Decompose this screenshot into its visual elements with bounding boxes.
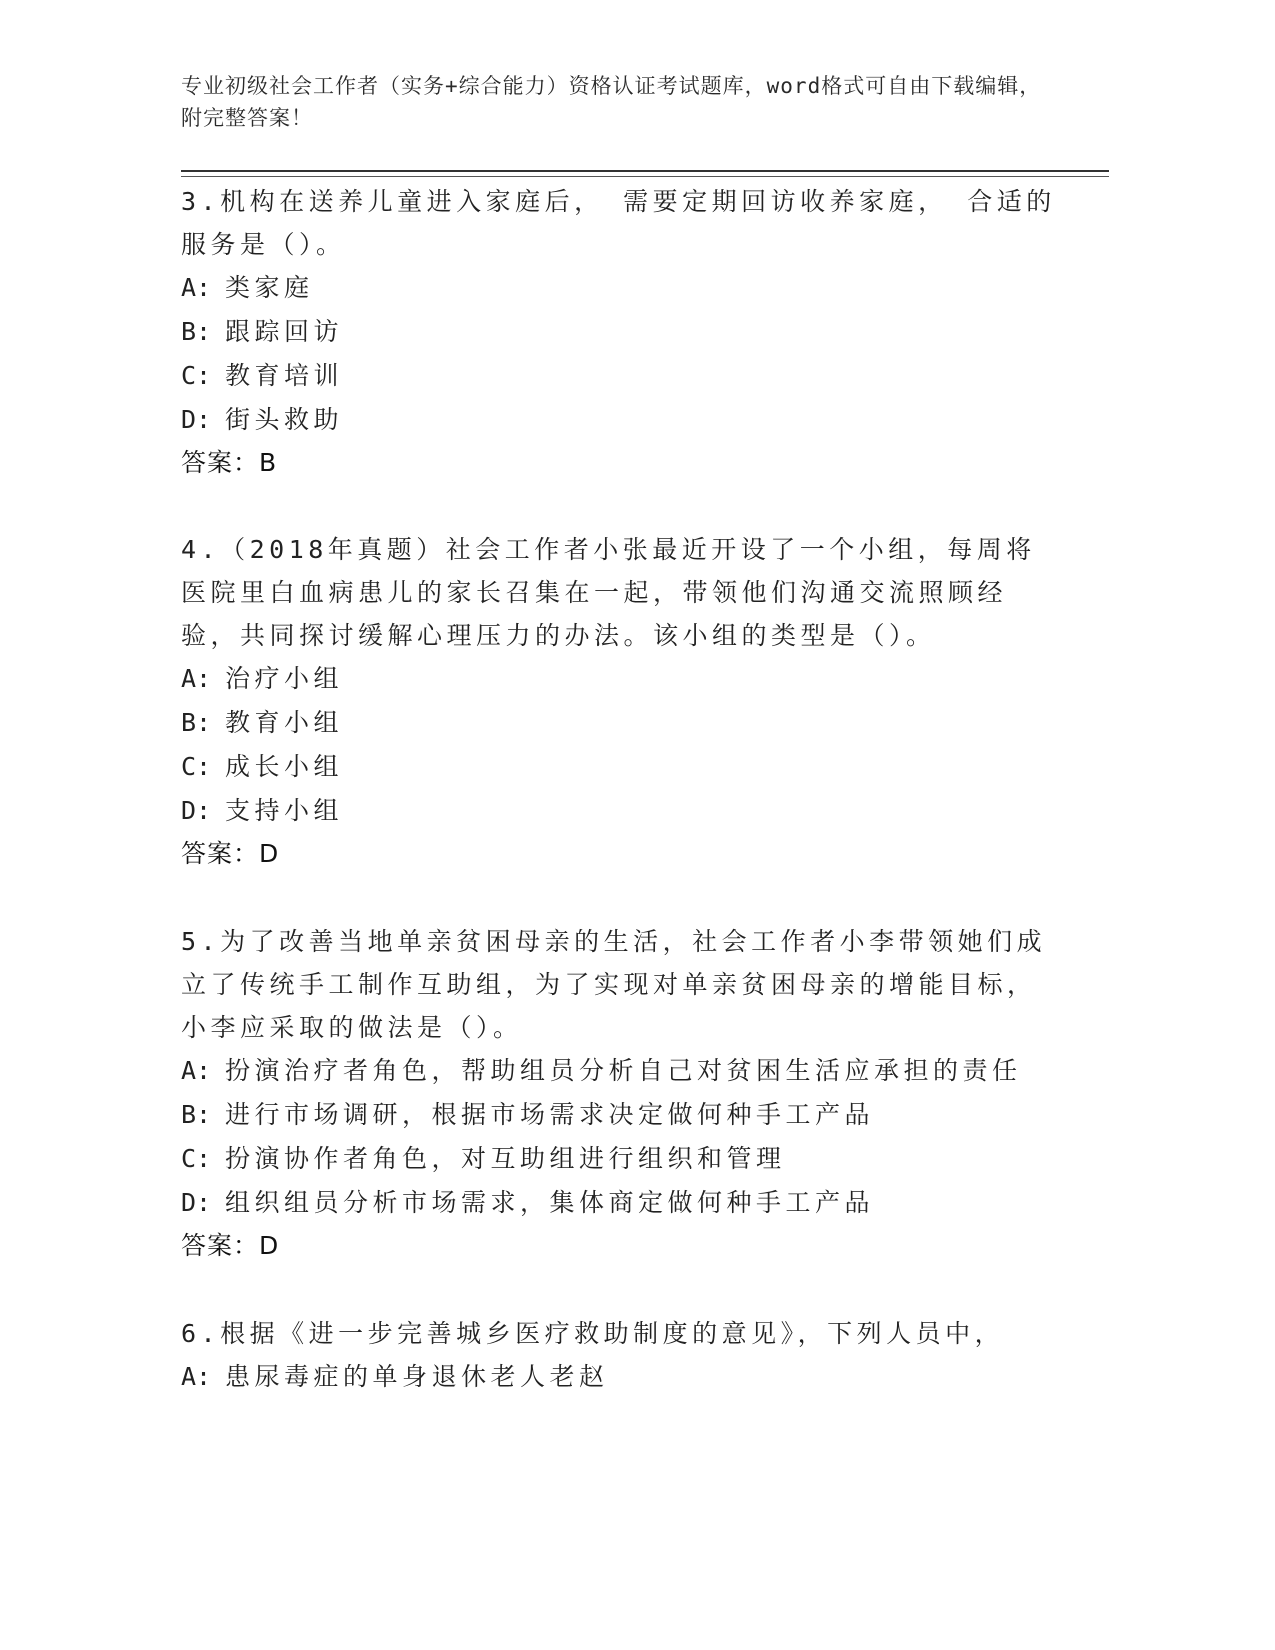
- question-block: [181, 180, 1061, 484]
- option-label: C:: [181, 752, 212, 781]
- question-block: [181, 920, 1061, 1267]
- option-b: [181, 1093, 1061, 1137]
- option-c: [181, 1137, 1061, 1181]
- answer-line: 答案：D: [181, 839, 280, 868]
- document-header: 专业初级社会工作者（实务+综合能力）资格认证考试题库，word格式可自由下载编辑，附完整答案！: [181, 74, 1042, 130]
- answer-line: 答案：D: [181, 1231, 280, 1260]
- option-text: 街头救助: [225, 405, 344, 434]
- question-stem: 3.机构在送养儿童进入家庭后， 需要定期回访收养家庭， 合适的服务是（）。: [181, 187, 1056, 259]
- question-block: [181, 528, 1061, 875]
- option-b: [181, 310, 1061, 354]
- option-label: C:: [181, 361, 212, 390]
- header-rule-thin: [181, 176, 1109, 177]
- option-label: C:: [181, 1144, 212, 1173]
- option-a: [181, 266, 1061, 310]
- option-label: D:: [181, 1188, 212, 1217]
- option-text: 支持小组: [225, 796, 344, 825]
- option-text: 扮演协作者角色，对互助组进行组织和管理: [225, 1144, 786, 1173]
- option-c: [181, 354, 1061, 398]
- option-label: A:: [181, 1056, 212, 1085]
- option-text: 组织组员分析市场需求，集体商定做何种手工产品: [225, 1188, 875, 1217]
- option-text: 成长小组: [225, 752, 344, 781]
- header-rule-thick: [181, 170, 1109, 172]
- option-label: A:: [181, 273, 212, 302]
- option-d: [181, 398, 1061, 442]
- option-text: 扮演治疗者角色，帮助组员分析自己对贫困生活应承担的责任: [225, 1056, 1022, 1085]
- option-text: 教育小组: [225, 708, 344, 737]
- option-label: A:: [181, 664, 212, 693]
- question-stem: 6.根据《进一步完善城乡医疗救助制度的意见》，下列人员中，: [181, 1319, 1005, 1348]
- question-stem: 4.（2018年真题）社会工作者小张最近开设了一个小组，每周将医院里白血病患儿的家长召集在一起，带领他们沟通交流照顾经验，共同探讨缓解心理压力的办法。该小组的类型是（）。: [181, 535, 1036, 650]
- question-block: [181, 1312, 1061, 1399]
- option-label: D:: [181, 405, 212, 434]
- option-label: B:: [181, 317, 212, 346]
- option-text: 跟踪回访: [225, 317, 344, 346]
- option-a: [181, 1355, 1061, 1399]
- option-text: 患尿毒症的单身退休老人老赵: [225, 1362, 609, 1391]
- question-stem: 5.为了改善当地单亲贫困母亲的生活，社会工作者小李带领她们成立了传统手工制作互助组，为了实现对单亲贫困母亲的增能目标，小李应采取的做法是（）。: [181, 927, 1047, 1042]
- option-label: B:: [181, 1100, 212, 1129]
- option-a: [181, 1049, 1061, 1093]
- option-c: [181, 745, 1061, 789]
- option-text: 教育培训: [225, 361, 344, 390]
- option-d: [181, 1181, 1061, 1225]
- option-label: A:: [181, 1362, 212, 1391]
- option-text: 类家庭: [225, 273, 314, 302]
- option-text: 进行市场调研，根据市场需求决定做何种手工产品: [225, 1100, 875, 1129]
- option-text: 治疗小组: [225, 664, 344, 693]
- option-d: [181, 789, 1061, 833]
- answer-line: 答案：B: [181, 448, 278, 477]
- option-label: D:: [181, 796, 212, 825]
- option-label: B:: [181, 708, 212, 737]
- option-a: [181, 657, 1061, 701]
- option-b: [181, 701, 1061, 745]
